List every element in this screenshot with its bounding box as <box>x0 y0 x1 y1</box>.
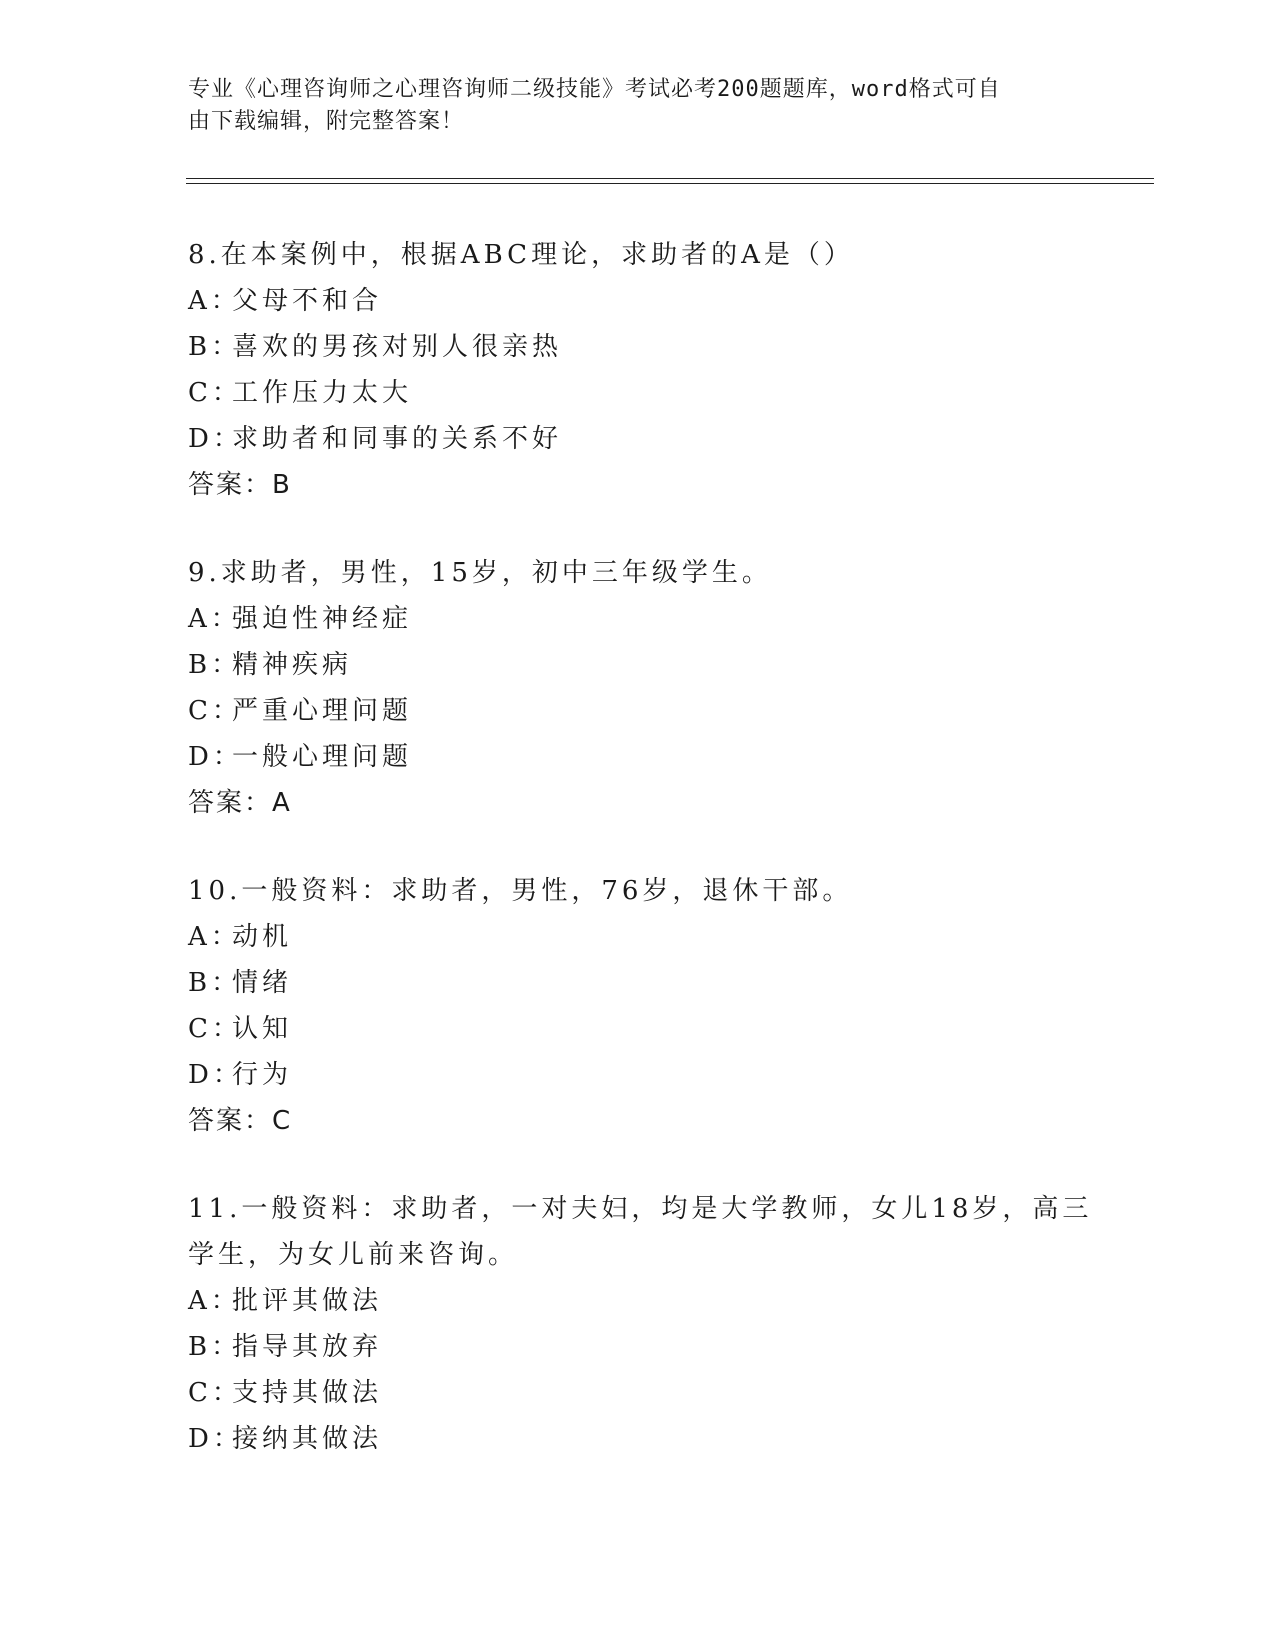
header-line-1: 专业《心理咨询师之心理咨询师二级技能》考试必考200题题库，word格式可自 <box>188 77 1001 102</box>
option-key: C： <box>188 1378 242 1408</box>
option-text: 强迫性神经症 <box>232 604 413 634</box>
option-b <box>188 960 1088 1006</box>
option-d <box>188 734 1088 780</box>
option-text: 行为 <box>232 1060 293 1090</box>
option-b <box>188 1324 1088 1370</box>
header-line-2: 由下载编辑，附完整答案！ <box>188 109 465 134</box>
option-a <box>188 914 1088 960</box>
option-key: A： <box>188 286 241 316</box>
option-text: 指导其放弃 <box>232 1332 383 1362</box>
option-d <box>188 1052 1088 1098</box>
option-key: B： <box>188 1332 242 1362</box>
answer: 答案：A <box>188 788 292 818</box>
option-text: 支持其做法 <box>232 1378 383 1408</box>
option-text: 严重心理问题 <box>232 696 413 726</box>
option-c <box>188 1370 1088 1416</box>
option-text: 求助者和同事的关系不好 <box>232 424 563 454</box>
question-stem-line-1: 11.一般资料：求助者，一对夫妇，均是大学教师，女儿18岁，高三 <box>188 1194 1093 1224</box>
option-key: A： <box>188 922 241 952</box>
option-key: C： <box>188 1014 242 1044</box>
question-stem: 9.求助者，男性，15岁，初中三年级学生。 <box>188 558 772 588</box>
option-text: 情绪 <box>232 968 293 998</box>
document-header <box>188 74 1088 138</box>
option-text: 接纳其做法 <box>232 1424 383 1454</box>
option-key: B： <box>188 650 242 680</box>
option-key: A： <box>188 1286 241 1316</box>
header-divider-bottom <box>186 183 1154 184</box>
option-text: 父母不和合 <box>232 286 383 316</box>
option-key: B： <box>188 968 242 998</box>
option-text: 认知 <box>232 1014 293 1044</box>
option-key: D： <box>188 1060 243 1090</box>
option-text: 喜欢的男孩对别人很亲热 <box>232 332 563 362</box>
option-d <box>188 416 1088 462</box>
option-text: 批评其做法 <box>232 1286 383 1316</box>
option-c <box>188 688 1088 734</box>
answer: 答案：B <box>188 470 292 500</box>
option-text: 一般心理问题 <box>232 742 413 772</box>
option-text: 工作压力太大 <box>232 378 413 408</box>
option-c <box>188 370 1088 416</box>
option-a <box>188 278 1088 324</box>
option-c <box>188 1006 1088 1052</box>
option-text: 精神疾病 <box>232 650 353 680</box>
option-key: C： <box>188 378 242 408</box>
question-stem: 8.在本案例中，根据ABC理论，求助者的A是（） <box>188 240 854 270</box>
option-key: C： <box>188 696 242 726</box>
question-stem-line-2: 学生，为女儿前来咨询。 <box>188 1240 519 1270</box>
option-key: D： <box>188 424 243 454</box>
answer: 答案：C <box>188 1106 293 1136</box>
option-key: A： <box>188 604 241 634</box>
option-key: D： <box>188 742 243 772</box>
option-b <box>188 642 1088 688</box>
question-9 <box>188 550 1088 826</box>
option-text: 动机 <box>232 922 293 952</box>
option-key: D： <box>188 1424 243 1454</box>
question-10 <box>188 868 1088 1144</box>
option-d <box>188 1416 1088 1462</box>
option-a <box>188 596 1088 642</box>
header-divider-top <box>186 178 1154 179</box>
question-11 <box>188 1186 1093 1462</box>
option-a <box>188 1278 1088 1324</box>
question-stem: 10.一般资料：求助者，男性，76岁，退休干部。 <box>188 876 853 906</box>
option-b <box>188 324 1088 370</box>
option-key: B： <box>188 332 242 362</box>
question-8 <box>188 232 1088 508</box>
